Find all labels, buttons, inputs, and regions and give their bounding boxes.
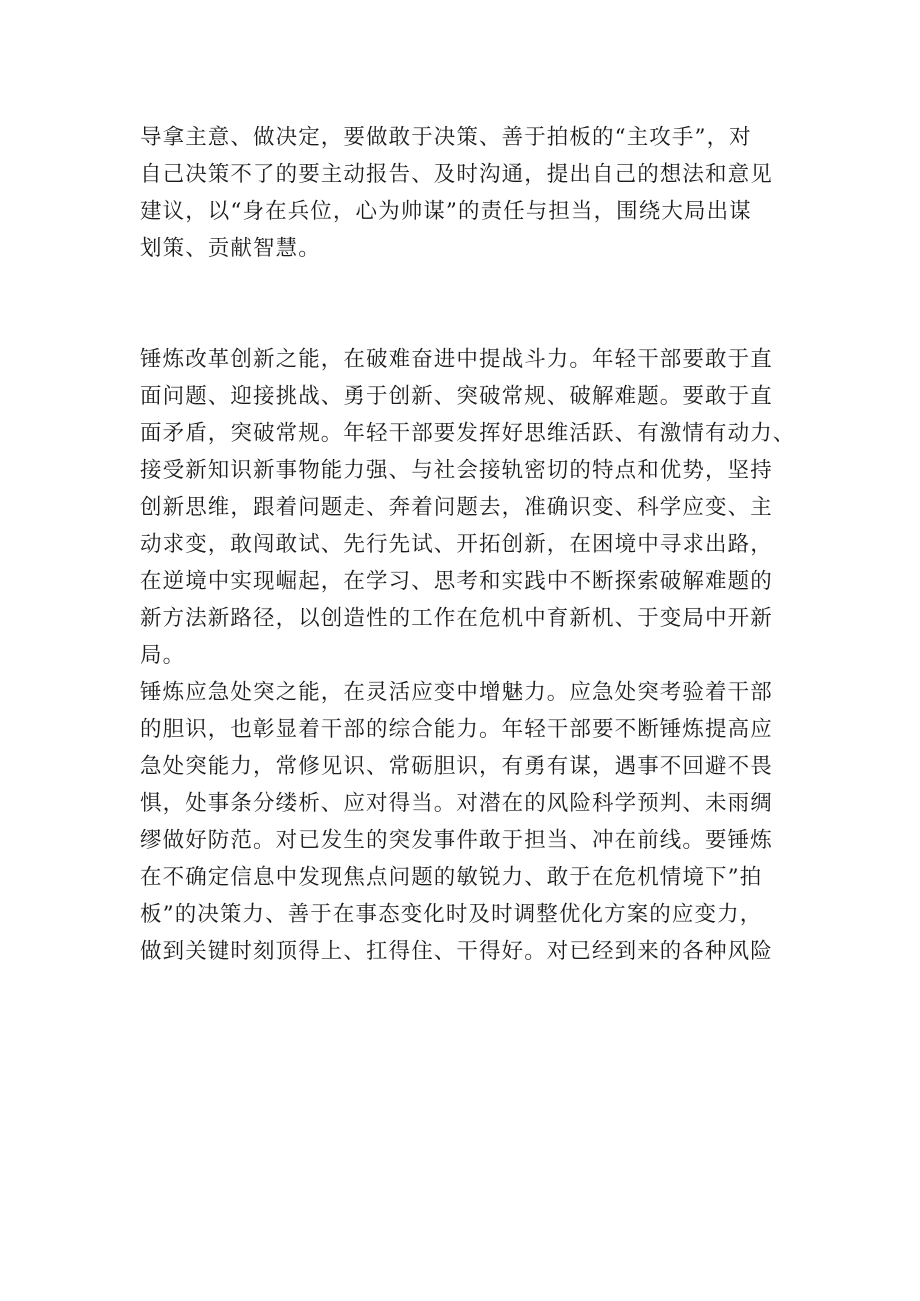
text-line: 划策、贡献智慧。 (140, 236, 321, 261)
text-line: 面问题、迎接挑战、勇于创新、突破常规、破解难题。要敢于直 (140, 384, 773, 409)
text-line: 做到关键时刻顶得上、扛得住、干得好。对已经到来的各种风险 (140, 939, 773, 964)
text-line: 惧，处事条分缕析、应对得当。对潜在的风险科学预判、未雨绸 (140, 791, 773, 816)
text-line: 接受新知识新事物能力强、与社会接轨密切的特点和优势，坚持 (140, 458, 773, 483)
text-line: 锤炼应急处突之能，在灵活应变中增魅力。应急处突考验着干部 (140, 680, 773, 705)
text-line: 局。 (140, 643, 186, 668)
text-line: 面矛盾，突破常规。年轻干部要发挥好思维活跃、有激情有动力、 (140, 421, 796, 446)
text-line: 创新思维，跟着问题走、奔着问题去，准确识变、科学应变、主 (140, 495, 773, 520)
text-line: 板”的决策力、善于在事态变化时及时调整优化方案的应变力， (140, 902, 763, 927)
text-line: 在逆境中实现崛起，在学习、思考和实践中不断探索破解难题的 (140, 569, 773, 594)
text-line: 导拿主意、做决定，要做敢于决策、善于拍板的“主攻手”，对 (140, 125, 752, 150)
text-line: 的胆识，也彰显着干部的综合能力。年轻干部要不断锤炼提高应 (140, 717, 773, 742)
text-line: 锤炼改革创新之能，在破难奋进中提战斗力。年轻干部要敢于直 (140, 347, 773, 372)
text-line: 缪做好防范。对已发生的突发事件敢于担当、冲在前线。要锤炼 (140, 828, 773, 853)
text-line: 动求变，敢闯敢试、先行先试、开拓创新，在困境中寻求出路， (140, 532, 773, 557)
text-line: 建议，以“身在兵位，心为帅谋”的责任与担当，围绕大局出谋 (140, 199, 752, 224)
text-line: 在不确定信息中发现焦点问题的敏锐力、敢于在危机情境下”拍 (140, 865, 763, 890)
text-line: 急处突能力，常修见识、常砺胆识，有勇有谋，遇事不回避不畏 (140, 754, 773, 779)
text-line: 自己决策不了的要主动报告、及时沟通，提出自己的想法和意见 (140, 162, 773, 187)
text-line: 新方法新路径，以创造性的工作在危机中育新机、于变局中开新 (140, 606, 773, 631)
